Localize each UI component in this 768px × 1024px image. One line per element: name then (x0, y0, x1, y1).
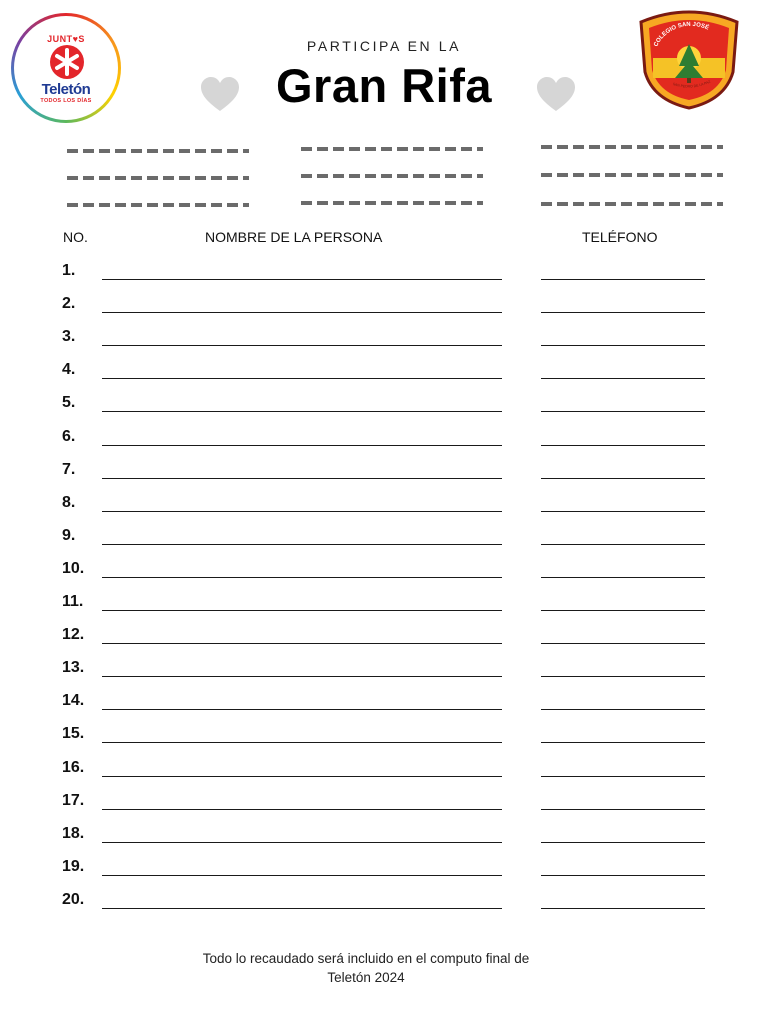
dashed-line (301, 201, 483, 205)
row-number: 16. (62, 758, 85, 776)
name-entry-line[interactable] (102, 378, 502, 379)
phone-entry-line[interactable] (541, 908, 705, 909)
name-entry-line[interactable] (102, 908, 502, 909)
row-number: 2. (62, 295, 76, 313)
dashed-line (541, 202, 723, 206)
row-number: 18. (62, 824, 85, 842)
page-title: Gran Rifa (275, 59, 493, 112)
name-entry-line[interactable] (102, 511, 502, 512)
footer-line-1: Todo lo recaudado será incluido en el computo final de (202, 951, 530, 966)
phone-entry-line[interactable] (541, 742, 705, 743)
name-entry-line[interactable] (102, 842, 502, 843)
teleton-logo-name: Teletón (41, 81, 91, 98)
phone-entry-line[interactable] (541, 445, 705, 446)
dashed-line (301, 174, 483, 178)
name-entry-line[interactable] (102, 610, 502, 611)
row-number: 3. (62, 328, 76, 346)
phone-entry-line[interactable] (541, 776, 705, 777)
footer-line-2: Teletón 2024 (327, 970, 405, 985)
row-number: 17. (62, 791, 85, 809)
dashed-line (541, 145, 723, 149)
phone-entry-line[interactable] (541, 643, 705, 644)
phone-entry-line[interactable] (541, 411, 705, 412)
teleton-logo-tagline: TODOS LOS DÍAS (40, 98, 92, 104)
name-entry-line[interactable] (102, 544, 502, 545)
column-header-phone: TELÉFONO (582, 229, 658, 245)
phone-entry-line[interactable] (541, 842, 705, 843)
row-number: 5. (62, 394, 76, 412)
dashed-line (67, 176, 249, 180)
name-entry-line[interactable] (102, 709, 502, 710)
column-header-number: NO. (63, 229, 88, 245)
footer-note (150, 949, 582, 987)
phone-entry-line[interactable] (541, 676, 705, 677)
row-number: 13. (62, 659, 85, 677)
row-number: 7. (62, 460, 76, 478)
phone-entry-line[interactable] (541, 345, 705, 346)
dashed-line (67, 149, 249, 153)
dashed-line (67, 203, 249, 207)
name-entry-line[interactable] (102, 312, 502, 313)
phone-entry-line[interactable] (541, 478, 705, 479)
row-number: 10. (62, 559, 85, 577)
name-entry-line[interactable] (102, 445, 502, 446)
phone-entry-line[interactable] (541, 279, 705, 280)
heart-right-icon (536, 77, 576, 113)
row-number: 4. (62, 361, 76, 379)
teleton-logo-top-text: JUNT♥S (47, 34, 85, 44)
phone-entry-line[interactable] (541, 312, 705, 313)
row-number: 20. (62, 890, 85, 908)
name-entry-line[interactable] (102, 411, 502, 412)
subtitle: PARTICIPA EN LA (306, 38, 462, 54)
phone-entry-line[interactable] (541, 809, 705, 810)
row-number: 19. (62, 857, 85, 875)
name-entry-line[interactable] (102, 742, 502, 743)
school-crest-name: COLEGIO SAN JOSÉ (653, 21, 710, 48)
school-crest-logo (633, 8, 745, 110)
phone-entry-line[interactable] (541, 544, 705, 545)
dashed-line (541, 173, 723, 177)
row-number: 8. (62, 493, 76, 511)
row-number: 11. (62, 593, 84, 610)
name-entry-line[interactable] (102, 776, 502, 777)
row-number: 1. (62, 262, 76, 279)
row-number: 9. (62, 526, 76, 544)
row-number: 14. (62, 692, 85, 710)
name-entry-line[interactable] (102, 875, 502, 876)
name-entry-line[interactable] (102, 345, 502, 346)
name-entry-line[interactable] (102, 809, 502, 810)
phone-entry-line[interactable] (541, 577, 705, 578)
name-entry-line[interactable] (102, 577, 502, 578)
row-number: 6. (62, 427, 76, 445)
name-entry-line[interactable] (102, 478, 502, 479)
school-crest-motto: SAN PEDRO DE LA PAZ (672, 79, 712, 89)
phone-entry-line[interactable] (541, 875, 705, 876)
phone-entry-line[interactable] (541, 610, 705, 611)
phone-entry-line[interactable] (541, 709, 705, 710)
heart-left-icon (200, 77, 240, 113)
row-number: 15. (62, 725, 85, 743)
phone-entry-line[interactable] (541, 511, 705, 512)
column-header-name: NOMBRE DE LA PERSONA (205, 229, 383, 245)
name-entry-line[interactable] (102, 676, 502, 677)
name-entry-line[interactable] (102, 643, 502, 644)
phone-entry-line[interactable] (541, 378, 705, 379)
dashed-line (301, 147, 483, 151)
name-entry-line[interactable] (102, 279, 502, 280)
row-number: 12. (62, 626, 85, 644)
